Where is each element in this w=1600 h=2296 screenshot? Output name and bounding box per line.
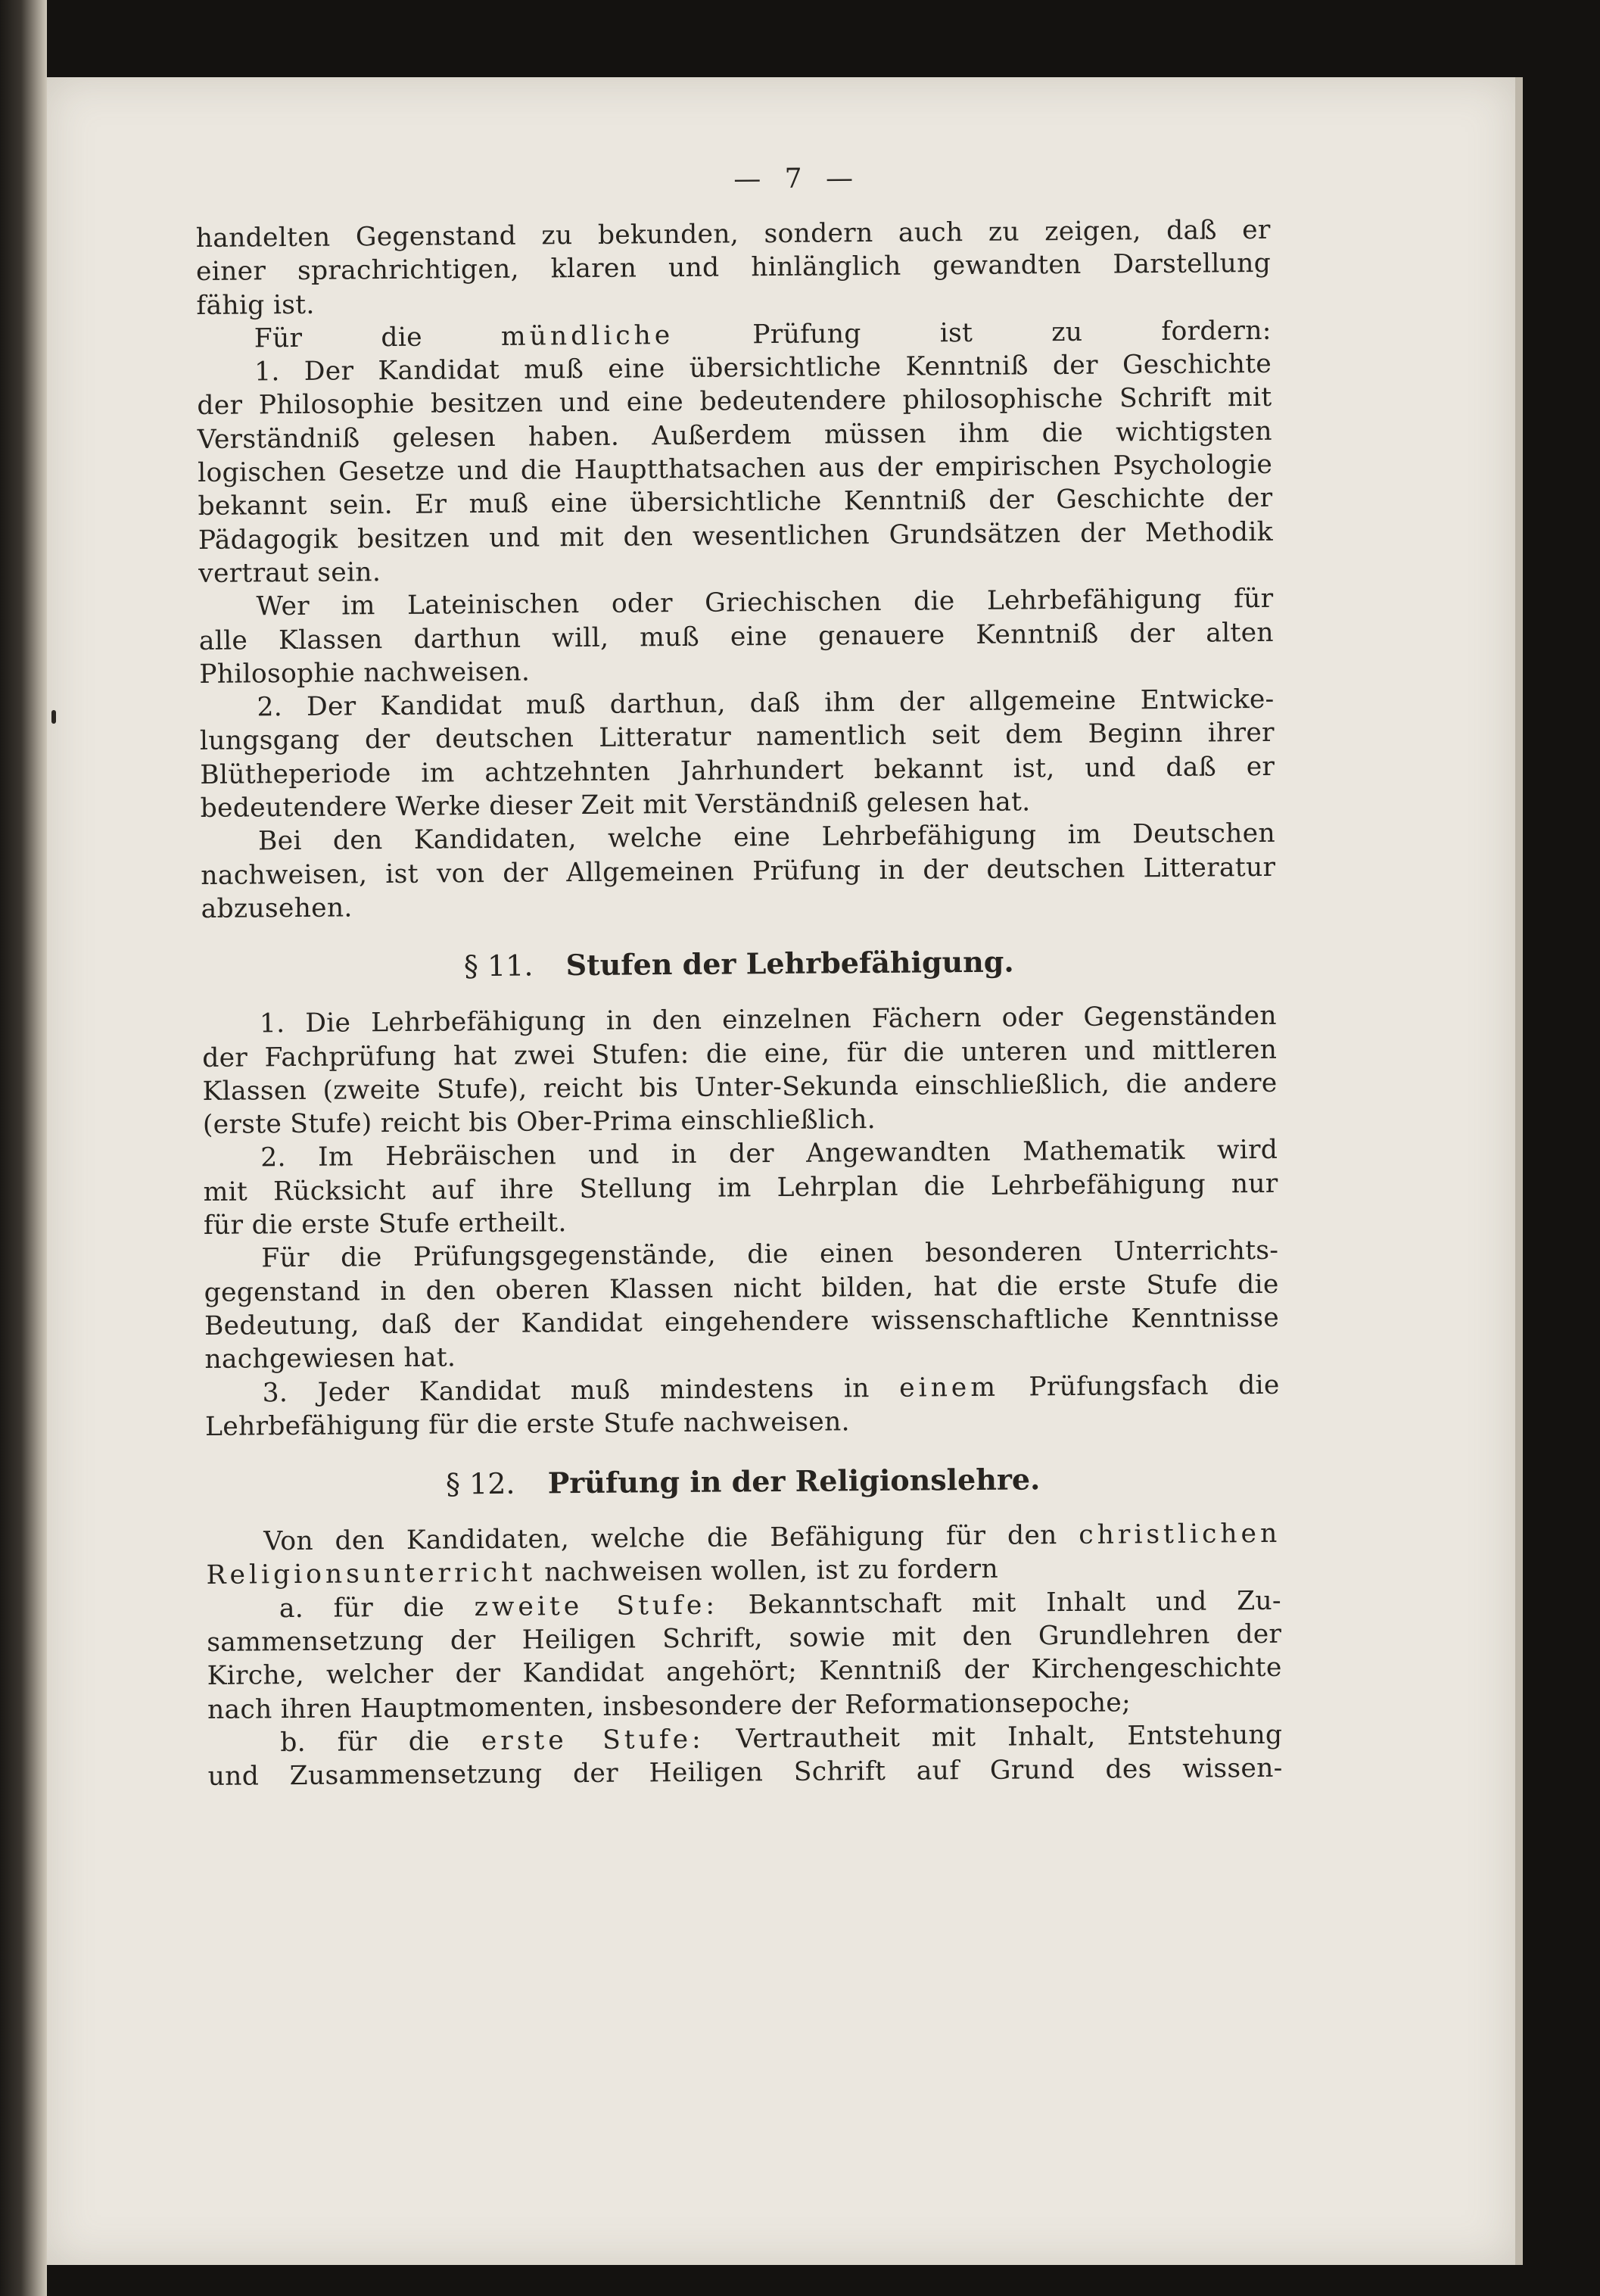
text-span: a. für die [279, 1592, 445, 1624]
text-line: bedeutendere Werke dieser Zeit mit Verständniß gelesen hat. [200, 787, 1031, 824]
text-line: fähig ist. [196, 289, 315, 321]
text-span: Vertrautheit mit Inhalt, Entstehung [736, 1719, 1283, 1755]
text-line: lungsgang der deutschen Litteratur namentlich seit dem Beginn ihrer [199, 718, 1275, 757]
text-line: nach ihren Hauptmomenten, insbesondere der Reformationsepoche; [207, 1687, 1132, 1725]
section-heading-12 [206, 1461, 1281, 1503]
text-line: Bei den Kandidaten, welche eine Lehrbefähigung im Deutschen [257, 818, 1276, 857]
page-text [195, 160, 1283, 1794]
text-line: für die erste Stufe ertheilt. [203, 1207, 567, 1241]
text-line: der Fachprüfung hat zwei Stufen: die eine, für die unteren und mittleren [202, 1034, 1278, 1073]
spaced-emphasis: christlichen [1079, 1518, 1281, 1550]
text-line: Philosophie nachweisen. [199, 656, 531, 690]
text-line: Blütheperiode im achtzehnten Jahrhundert bekannt ist, und daß er [200, 751, 1275, 790]
text-line: 1. Der Kandidat muß eine übersichtliche Kenntniß der Geschichte [254, 349, 1272, 388]
text-line: vertraut sein. [198, 557, 381, 589]
text-line: Lehrbefähigung für die erste Stufe nachweisen. [204, 1407, 851, 1442]
text-line: abzusehen. [201, 893, 353, 924]
margin-ink-mark [51, 710, 56, 724]
spaced-emphasis: mündliche [500, 319, 674, 352]
text-span: Prüfungsfach die [1029, 1369, 1280, 1402]
text-span: 3. Jeder Kandidat muß mindestens in [262, 1372, 870, 1408]
text-line: gegenstand in den oberen Klassen nicht bilden, hat die erste Stufe die [204, 1269, 1279, 1308]
text-span: Von den Kandidaten, welche die Befähigung für den [263, 1520, 1057, 1557]
page-number: — 7 — [733, 163, 861, 195]
text-line: bekannt sein. Er muß eine übersichtliche Kenntniß der Geschichte der [198, 483, 1273, 522]
text-line: Pädagogik besitzen und mit den wesentlichen Grundsätzen der Methodik [198, 516, 1273, 556]
text-line: nachweisen, ist von der Allgemeinen Prüfung in der deutschen Litteratur [201, 852, 1276, 891]
text-line: Bedeutung, daß der Kandidat eingehendere wissenschaftliche Kenntnisse [204, 1302, 1280, 1341]
text-span: b. für die [280, 1726, 450, 1759]
section-title: Prüfung in der Religionslehre. [547, 1462, 1041, 1500]
page-right-edge [1515, 77, 1523, 2265]
text-line: Kirche, welcher der Kandidat angehört; Kenntniß der Kirchengeschichte [207, 1653, 1282, 1692]
text-line: 2. Im Hebräischen und in der Angewandten Mathematik wird [260, 1135, 1278, 1173]
text-line: einer sprachrichtigen, klaren und hinlänglich gewandten Darstellung [195, 248, 1272, 288]
section-number: § 11. [463, 949, 534, 983]
text-line: Wer im Lateinischen oder Griechischen die Lehrbefähigung für [256, 584, 1274, 622]
text-line: handelten Gegenstand zu bekunden, sondern auch zu zeigen, daß er [195, 214, 1271, 254]
spaced-emphasis: erste Stufe: [481, 1724, 705, 1756]
text-span: nachweisen wollen, ist zu fordern [544, 1554, 999, 1588]
text-line: 2. Der Kandidat muß darthun, daß ihm der allgemeine Entwicke- [257, 684, 1275, 723]
section-title: Stufen der Lehrbefähigung. [565, 944, 1014, 983]
text-line: und Zusammensetzung der Heiligen Schrift auf Grund des wissen- [207, 1752, 1283, 1793]
section-number: § 12. [445, 1466, 515, 1501]
spaced-emphasis: einem [899, 1372, 1000, 1403]
text-line: nachgewiesen hat. [204, 1342, 456, 1375]
section-heading-11 [201, 943, 1276, 985]
text-line: 1. Die Lehrbefähigung in den einzelnen Fächern oder Gegenständen [259, 1001, 1277, 1039]
text-span: Prüfung ist zu fordern: [752, 315, 1272, 350]
text-line: Für die Prüfungsgegenstände, die einen besonderen Unterrichts- [261, 1235, 1279, 1274]
text-line: der Philosophie besitzen und eine bedeutendere philosophische Schrift mit [197, 382, 1272, 422]
text-line: sammensetzung der Heiligen Schrift, sowie mit den Grundlehren der [207, 1618, 1282, 1658]
spaced-emphasis: zweite Stufe: [474, 1590, 719, 1622]
text-line: alle Klassen darthun will, muß eine genauere Kenntniß der alten [198, 617, 1275, 656]
text-span: Für die [254, 322, 423, 354]
text-span: Bekanntschaft mit Inhalt und Zu- [748, 1585, 1282, 1621]
text-line: Klassen (zweite Stufe), reicht bis Unter-Sekunda einschließlich, die andere [202, 1067, 1278, 1107]
text-line: Verständniß gelesen haben. Außerdem müssen ihm die wichtigsten [197, 416, 1272, 455]
text-line: mit Rücksicht auf ihre Stellung im Lehrplan die Lehrbefähigung nur [203, 1168, 1278, 1207]
text-line: logischen Gesetze und die Hauptthatsachen aus der empirischen Psychologie [198, 449, 1273, 489]
text-line: (erste Stufe) reicht bis Ober-Prima einschließlich. [202, 1104, 876, 1141]
spaced-emphasis: Religionsunterricht [206, 1557, 537, 1591]
book-spine-edge [0, 0, 47, 2296]
